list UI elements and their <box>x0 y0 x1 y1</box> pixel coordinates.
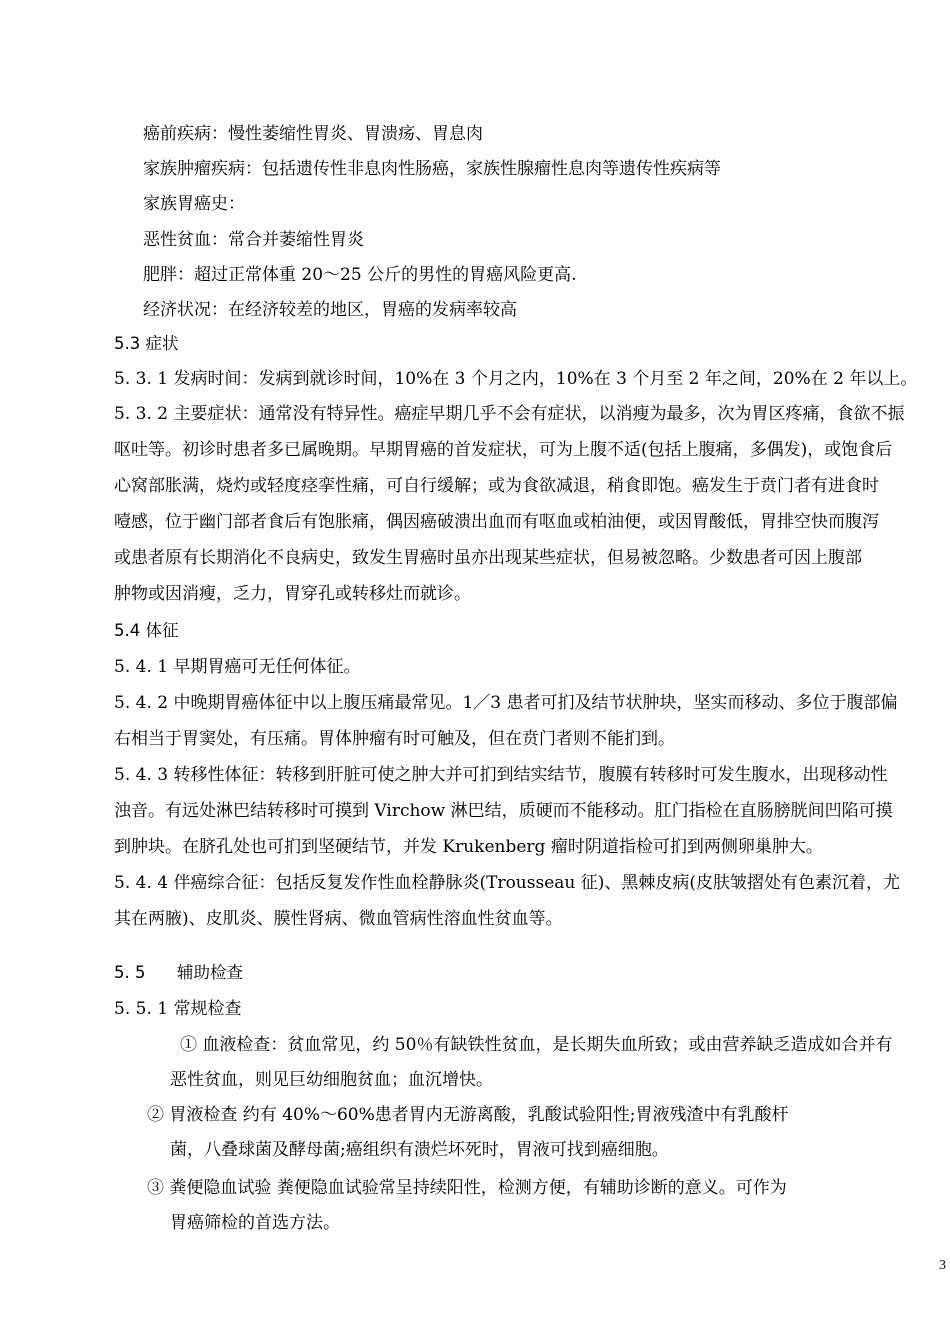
list-item: ① 血液检查：贫血常见，约 50％有缺铁性贫血，是长期失血所致；或由营养缺乏造成如合并有 <box>180 1035 893 1055</box>
text-line: 或患者原有长期消化不良病史，致发生胃癌时虽亦出现某些症状，但易被忽略。少数患者可因上腹部 <box>114 548 862 568</box>
text-line: 到肿块。在脐孔处也可扪到坚硬结节，并发 Krukenberg 瘤时阴道指检可扪到两侧卵巢肿大。 <box>114 837 823 857</box>
text-line: 肿物或因消瘦，乏力，胃穿孔或转移灶而就诊。 <box>114 584 471 604</box>
text-line: 呕吐等。初诊时患者多已属晚期。早期胃癌的首发症状，可为上腹不适(包括上腹痛，多偶发)，或饱食后 <box>114 440 893 460</box>
text-line: 5. 4. 2 中晚期胃癌体征中以上腹压痛最常见。1／3 患者可扪及结节状肿块，坚实而移动、多位于腹部偏 <box>114 693 898 713</box>
text-line: 恶性贫血：常合并萎缩性胃炎 <box>143 230 364 250</box>
list-item: ② 胃液检查 约有 40%～60%患者胃内无游离酸，乳酸试验阳性;胃液残渣中有乳酸杆 <box>147 1105 789 1125</box>
text-line: 5. 3. 2 主要症状：通常没有特异性。癌症早期几乎不会有症状，以消瘦为最多，次为胃区疼痛，食欲不振 <box>114 404 905 424</box>
text-line: 噎感，位于幽门部者食后有饱胀痛，偶因癌破溃出血而有呕血或柏油便，或因胃酸低，胃排空快而腹泻 <box>114 512 879 532</box>
text-line: 经济状况：在经济较差的地区，胃癌的发病率较高 <box>143 300 517 320</box>
text-line: 家族肿瘤疾病：包括遗传性非息肉性肠癌，家族性腺瘤性息肉等遗传性疾病等 <box>143 159 721 179</box>
text-line: 恶性贫血，则见巨幼细胞贫血；血沉增快。 <box>170 1070 493 1090</box>
page-number: 3 <box>939 1258 946 1273</box>
text-line: 右相当于胃窦处，有压痛。胃体肿瘤有时可触及，但在贲门者则不能扪到。 <box>114 729 675 749</box>
text-line: 肥胖：超过正常体重 20～25 公斤的男性的胃癌风险更高. <box>143 265 577 285</box>
section-heading: 5.4 体征 <box>114 621 179 640</box>
section-heading: 5.3 症状 <box>114 334 179 353</box>
text-line: 胃癌筛检的首选方法。 <box>170 1213 340 1233</box>
list-item: ③ 粪便隐血试验 粪便隐血试验常呈持续阳性，检测方便，有辅助诊断的意义。可作为 <box>147 1178 787 1198</box>
text-line: 5. 4. 1 早期胃癌可无任何体征。 <box>114 657 361 677</box>
text-line: 心窝部胀满，烧灼或轻度痉挛性痛，可自行缓解；或为食欲减退，稍食即饱。癌发生于贲门者有进食时 <box>114 476 879 496</box>
text-line: 癌前疾病：慢性萎缩性胃炎、胃溃疡、胃息肉 <box>143 124 483 144</box>
text-line: 5. 3. 1 发病时间：发病到就诊时间，10%在 3 个月之内，10%在 3 个月至 2 年之间，20%在 2 年以上。 <box>114 369 918 389</box>
text-line: 其在两腋)、皮肌炎、膜性肾病、微血管病性溶血性贫血等。 <box>114 909 563 929</box>
text-line: 5. 4. 3 转移性体征：转移到肝脏可使之肿大并可扪到结实结节，腹膜有转移时可发生腹水，出现移动性 <box>114 765 888 785</box>
section-heading: 5. 5 辅助检查 <box>114 963 243 982</box>
text-line: 5. 5. 1 常规检查 <box>114 999 242 1019</box>
text-line: 家族胃癌史： <box>143 194 245 214</box>
text-line: 菌，八叠球菌及酵母菌;癌组织有溃烂坏死时，胃液可找到癌细胞。 <box>170 1140 669 1160</box>
text-line: 5. 4. 4 伴癌综合征：包括反复发作性血栓静脉炎(Trousseau 征)、黑棘皮病(皮肤皱摺处有色素沉着，尤 <box>114 873 901 893</box>
text-line: 浊音。有远处淋巴结转移时可摸到 Virchow 淋巴结，质硬而不能移动。肛门指检在直肠膀胱间凹陷可摸 <box>114 801 893 821</box>
